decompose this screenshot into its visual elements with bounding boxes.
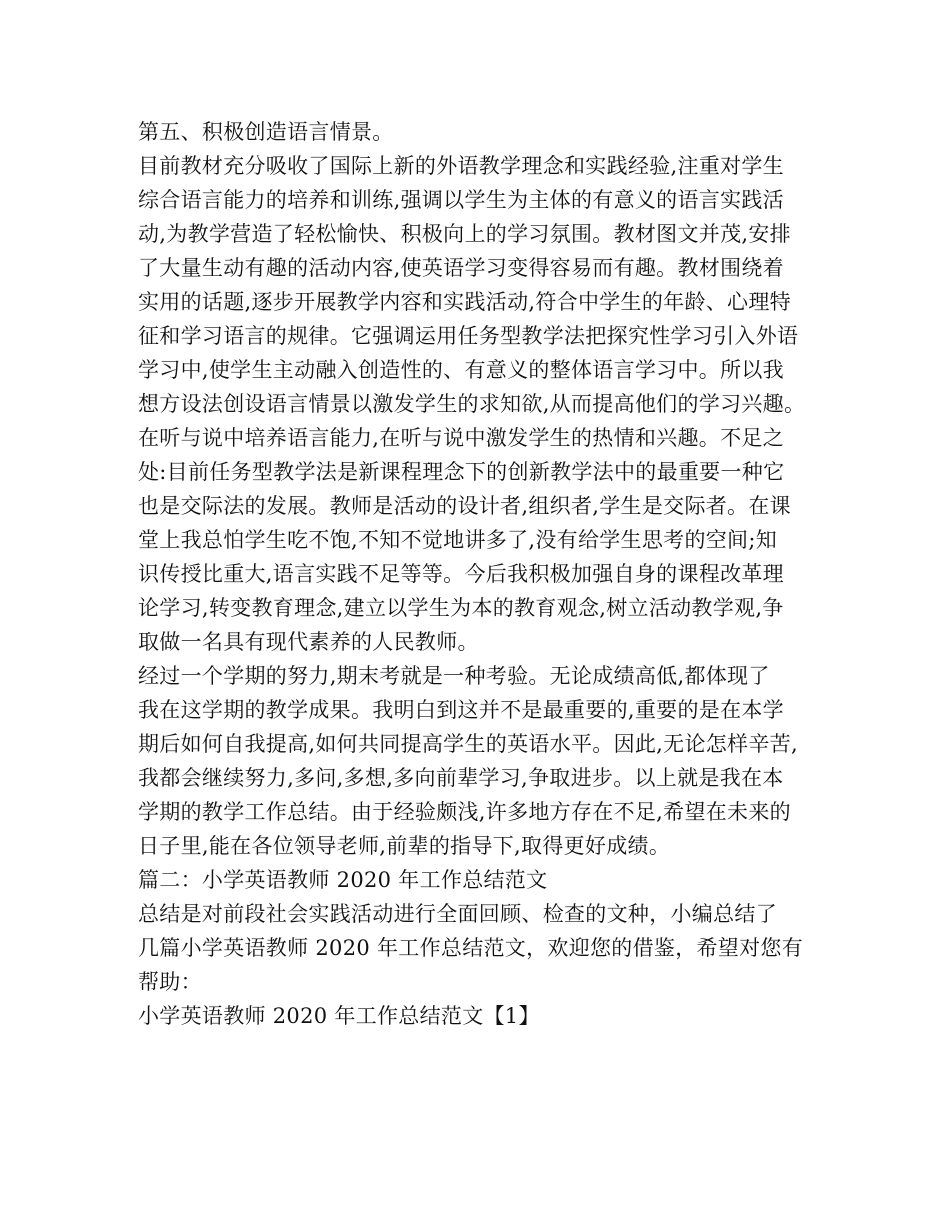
text-line: 了大量生动有趣的活动内容,使英语学习变得容易而有趣。教材围绕着 <box>138 256 784 280</box>
text-line: 堂上我总怕学生吃不饱,不知不觉地讲多了,没有给学生思考的空间;知 <box>138 528 778 552</box>
text-line: 几篇小学英语教师 2020 年工作总结范文，欢迎您的借鉴，希望对您有 <box>138 936 803 960</box>
text-line: 处:目前任务型教学法是新课程理念下的创新教学法中的最重要一种它 <box>138 460 785 484</box>
text-line: 想方设法创设语言情景以激发学生的求知欲,从而提高他们的学习兴趣。 <box>138 392 806 416</box>
text-line: 也是交际法的发展。教师是活动的设计者,组织者,学生是交际者。在课 <box>138 494 791 518</box>
subsection-heading: 小学英语教师 2020 年工作总结范文【1】 <box>138 1004 540 1028</box>
text-line: 学习中,使学生主动融入创造性的、有意义的整体语言学习中。所以我 <box>138 358 784 382</box>
text-line: 我在这学期的教学成果。我明白到这并不是最重要的,重要的是在本学 <box>138 698 784 722</box>
text-line: 取做一名具有现代素养的人民教师。 <box>138 630 479 654</box>
text-line: 期后如何自我提高,如何共同提高学生的英语水平。因此,无论怎样辛苦, <box>138 732 798 756</box>
text-line: 综合语言能力的培养和训练,强调以学生为主体的有意义的语言实践活 <box>138 188 784 212</box>
text-line: 日子里,能在各位领导老师,前辈的指导下,取得更好成绩。 <box>138 834 671 858</box>
text-line: 识传授比重大,语言实践不足等等。今后我积极加强自身的课程改革理 <box>138 562 784 586</box>
text-line: 帮助： <box>138 970 202 994</box>
section-heading: 篇二：小学英语教师 2020 年工作总结范文 <box>138 868 548 892</box>
text-line: 论学习,转变教育理念,建立以学生为本的教育观念,树立活动教学观,争 <box>138 596 784 620</box>
text-line: 我都会继续努力,多问,多想,多向前辈学习,争取进步。以上就是我在本 <box>138 766 784 790</box>
text-line: 动,为教学营造了轻松愉快、积极向上的学习氛围。教材图文并茂,安排 <box>138 222 791 246</box>
text-line: 总结是对前段社会实践活动进行全面回顾、检查的文种，小编总结了 <box>138 902 777 926</box>
text-line: 实用的话题,逐步开展教学内容和实践活动,符合中学生的年龄、心理特 <box>138 290 791 314</box>
text-line: 学期的教学工作总结。由于经验颇浅,许多地方存在不足,希望在未来的 <box>138 800 791 824</box>
text-line: 经过一个学期的努力,期末考就是一种考验。无论成绩高低,都体现了 <box>138 664 770 688</box>
text-line: 在听与说中培养语言能力,在听与说中激发学生的热情和兴趣。不足之 <box>138 426 784 450</box>
text-line: 第五、积极创造语言情景。 <box>138 120 394 144</box>
text-line: 征和学习语言的规律。它强调运用任务型教学法把探究性学习引入外语 <box>138 324 799 348</box>
text-line: 目前教材充分吸收了国际上新的外语教学理念和实践经验,注重对学生 <box>138 154 784 178</box>
